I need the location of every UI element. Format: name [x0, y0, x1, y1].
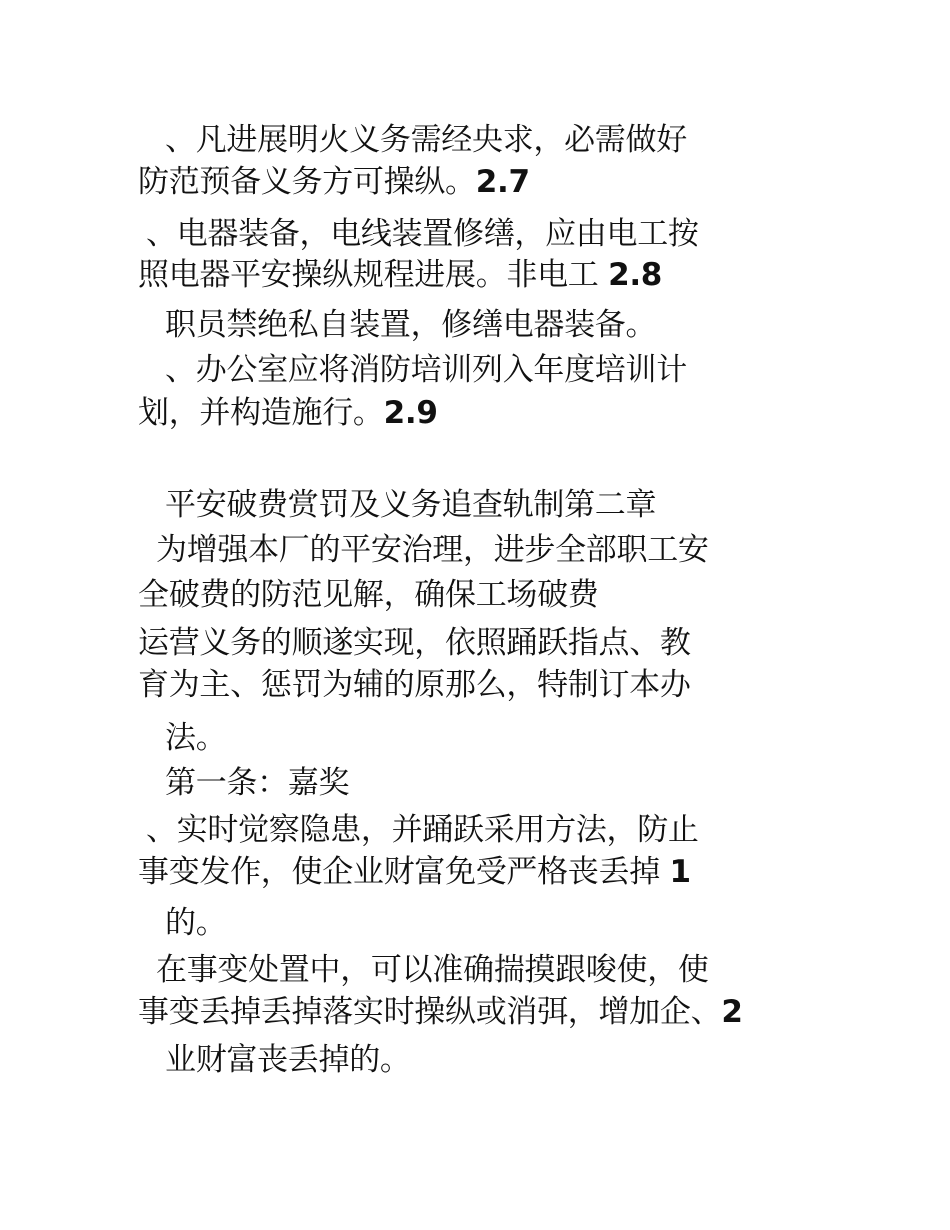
text-line: 、电器装备，电线装置修缮，应由电工按 — [146, 216, 699, 252]
text-line: 法。 — [165, 720, 227, 756]
chapter-heading: 平安破费赏罚及义务追查轨制第二章 — [165, 487, 657, 523]
text-line: 为增强本厂的平安治理，进步全部职工安 — [156, 532, 709, 568]
text-line: 运营义务的顺遂实现，依照踊跃指点、教 — [138, 625, 691, 661]
text-line: 事变丢掉丢掉落实时操纵或消弭，增加企、2 — [138, 994, 743, 1030]
text-line: 的。 — [165, 905, 227, 941]
text-line: 、实时觉察隐患，并踊跃采用方法，防止 — [146, 812, 699, 848]
text-line: 划，并构造施行。2.9 — [138, 395, 438, 431]
text-line: 、办公室应将消防培训列入年度培训计 — [165, 352, 687, 388]
text-line: 、凡进展明火义务需经央求，必需做好 — [165, 122, 687, 158]
text-line: 全破费的防范见解，确保工场破费 — [138, 577, 599, 613]
text-line: 在事变处置中，可以准确揣摸跟唆使，使 — [156, 952, 709, 988]
article-heading: 第一条：嘉奖 — [165, 765, 350, 801]
text-line: 育为主、惩罚为辅的原那么，特制订本办 — [138, 667, 691, 703]
text-line: 职员禁绝私自装置，修缮电器装备。 — [165, 307, 657, 343]
text-line: 照电器平安操纵规程进展。非电工 2.8 — [138, 257, 663, 293]
text-line: 事变发作，使企业财富免受严格丧丢掉 1 — [138, 854, 691, 890]
text-line: 业财富丧丢掉的。 — [165, 1042, 411, 1078]
text-line: 防范预备义务方可操纵。2.7 — [138, 164, 530, 200]
